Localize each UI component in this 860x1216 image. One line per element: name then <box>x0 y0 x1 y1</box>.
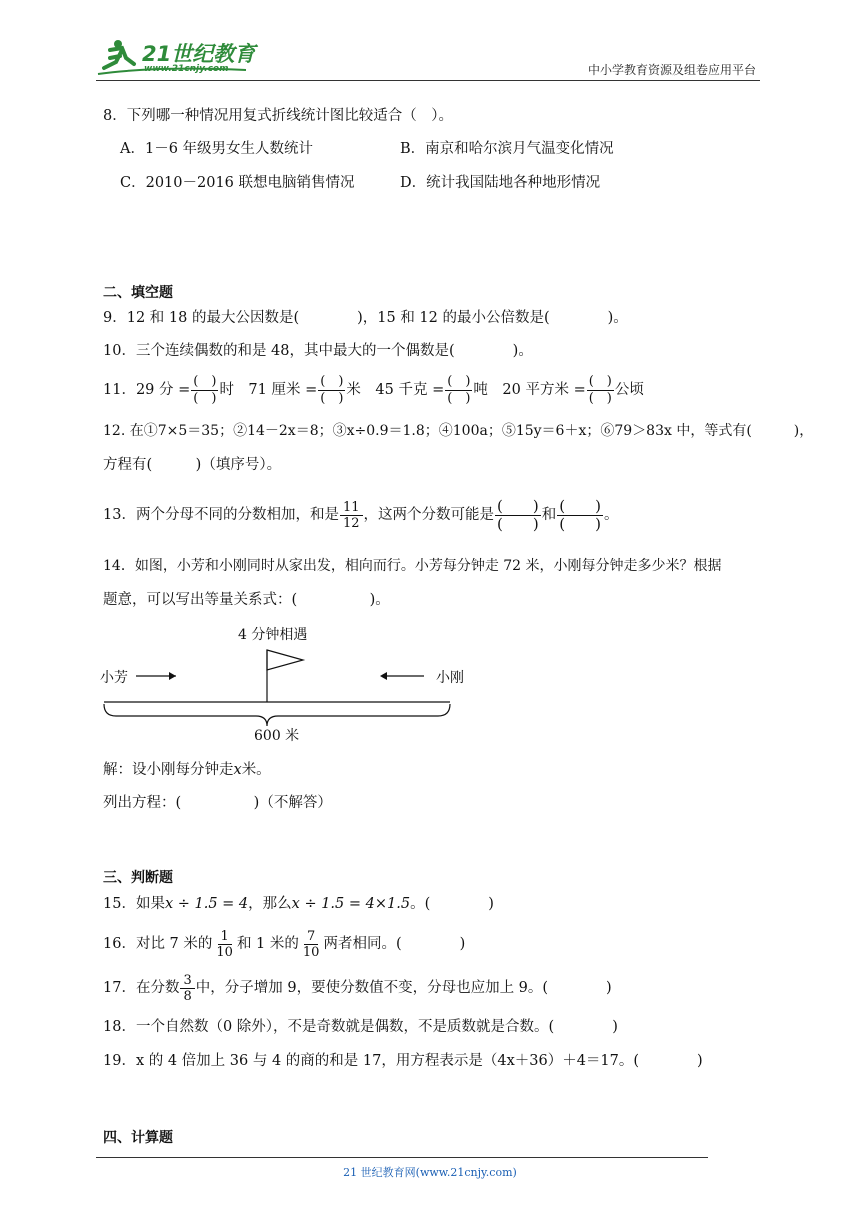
q8-option-a: A．1－6 年级男女生人数统计 <box>120 141 314 157</box>
q9: 9．12 和 18 的最大公因数是( )，15 和 12 的最小公倍数是( )。 <box>103 310 628 326</box>
q8-option-b: B．南京和哈尔滨月气温变化情况 <box>400 141 614 157</box>
q17: 17．在分数 $\frac{3}{8}$ 中，分子增加 9，要使分数值不变，分母也应加上 9。( ) <box>103 972 612 1004</box>
q13-pre: 13．两个分母不同的分数相加，和是 <box>103 507 339 523</box>
q14-line1: 14．如图，小芳和小刚同时从家出发，相向而行。小芳每分钟走 72 米，小刚每分钟走多少米？根据 <box>103 558 722 574</box>
q11-part5: 公顷 <box>614 382 644 398</box>
q19: 19．x 的 4 倍加上 36 与 4 的商的和是 17，用方程表示是（4x＋36）＋4＝17。( ) <box>103 1053 703 1069</box>
q15: 15．如果x ÷ 1.5 = 4，那么x ÷ 1.5 = 4×1.5。( ) <box>103 896 494 912</box>
q14-solution-line1: 解：设小刚每分钟走x米。 <box>103 762 271 778</box>
header-rule <box>96 80 760 81</box>
q18: 18．一个自然数（0 除外），不是奇数就是偶数，不是质数就是合数。( ) <box>103 1019 618 1035</box>
footer-text: 21 世纪教育网(www.21cnjy.com) <box>343 1166 517 1179</box>
q8-option-c: C．2010－2016 联想电脑销售情况 <box>120 175 355 191</box>
q14-line2: 题意，可以写出等量关系式：( )。 <box>103 592 390 608</box>
q16-fraction-2: $\frac{7}{10}$ <box>302 928 320 960</box>
header-logo <box>96 36 256 80</box>
section-judge-title: 三、判断题 <box>103 870 173 886</box>
q11-blank-fraction-4: ( ) ( ) <box>588 373 612 406</box>
q11 <box>103 372 644 408</box>
q13-blank-fraction-2: ( ) ( ) <box>559 496 601 533</box>
q17-fraction: $\frac{3}{8}$ <box>180 973 194 1004</box>
q13-end: 。 <box>603 507 619 523</box>
footer-rule <box>96 1157 708 1158</box>
arrow-left-icon <box>380 672 387 680</box>
platform-text: 中小学教育资源及组卷应用平台 <box>587 63 756 77</box>
q11-part4: 吨 20 平方米 = <box>473 382 586 398</box>
section-calc-title: 四、计算题 <box>103 1130 173 1146</box>
q12-line2: 方程有( )（填序号）。 <box>103 457 282 473</box>
q11-part1: 11．29 分 = <box>103 382 191 398</box>
q16-fraction-1: $\frac{1}{10}$ <box>216 928 233 960</box>
q8-stem: 8．下列哪一种情况用复式折线统计图比较适合（ ）。 <box>103 108 453 124</box>
q14-diagram <box>96 622 486 747</box>
q10: 10．三个连续偶数的和是 48，其中最大的一个偶数是( )。 <box>103 343 533 359</box>
q11-part2: 时 71 厘米 = <box>219 382 318 398</box>
q13-blank-fraction-1: ( ) ( ) <box>497 496 539 533</box>
q13-and: 和 <box>541 507 557 523</box>
brace-icon <box>104 704 450 726</box>
fig-left-label: 小芳 <box>100 670 128 686</box>
q11-blank-fraction-2: ( ) ( ) <box>320 373 344 406</box>
fig-meet-label: 4 分钟相遇 <box>238 627 308 643</box>
arrow-right-icon <box>169 672 176 680</box>
flag-icon <box>267 650 303 670</box>
logo-text: 21世纪教育 <box>142 42 256 66</box>
q14-solution-line2: 列出方程：( )（不解答） <box>103 795 332 811</box>
q13 <box>103 496 618 534</box>
q11-blank-fraction-3: ( ) ( ) <box>447 373 471 406</box>
q11-blank-fraction-1: ( ) ( ) <box>193 373 217 406</box>
q8-option-d: D．统计我国陆地各种地形情况 <box>400 175 601 191</box>
q13-mid: ，这两个分数可能是 <box>363 507 494 523</box>
q12-line1: 12. 在①7×5＝35；②14－2x＝8；③x÷0.9＝1.8；④100a；⑤15y＝6＋x；⑥79＞83x 中，等式有( )， <box>103 423 814 439</box>
q16: 16．对比 7 米的 $\frac{1}{10}$ 和 1 米的 $\frac{7}{10}$ 两者相同。( ) <box>103 928 466 960</box>
fig-right-label: 小刚 <box>436 670 464 686</box>
q13-fraction: $\frac{11}{12}$ <box>340 500 363 531</box>
fig-total-label: 600 米 <box>254 728 300 744</box>
section-fill-title: 二、填空题 <box>103 285 173 301</box>
logo-url: www.21cnjy.com <box>144 64 229 74</box>
q11-part3: 米 45 千克 = <box>346 382 445 398</box>
